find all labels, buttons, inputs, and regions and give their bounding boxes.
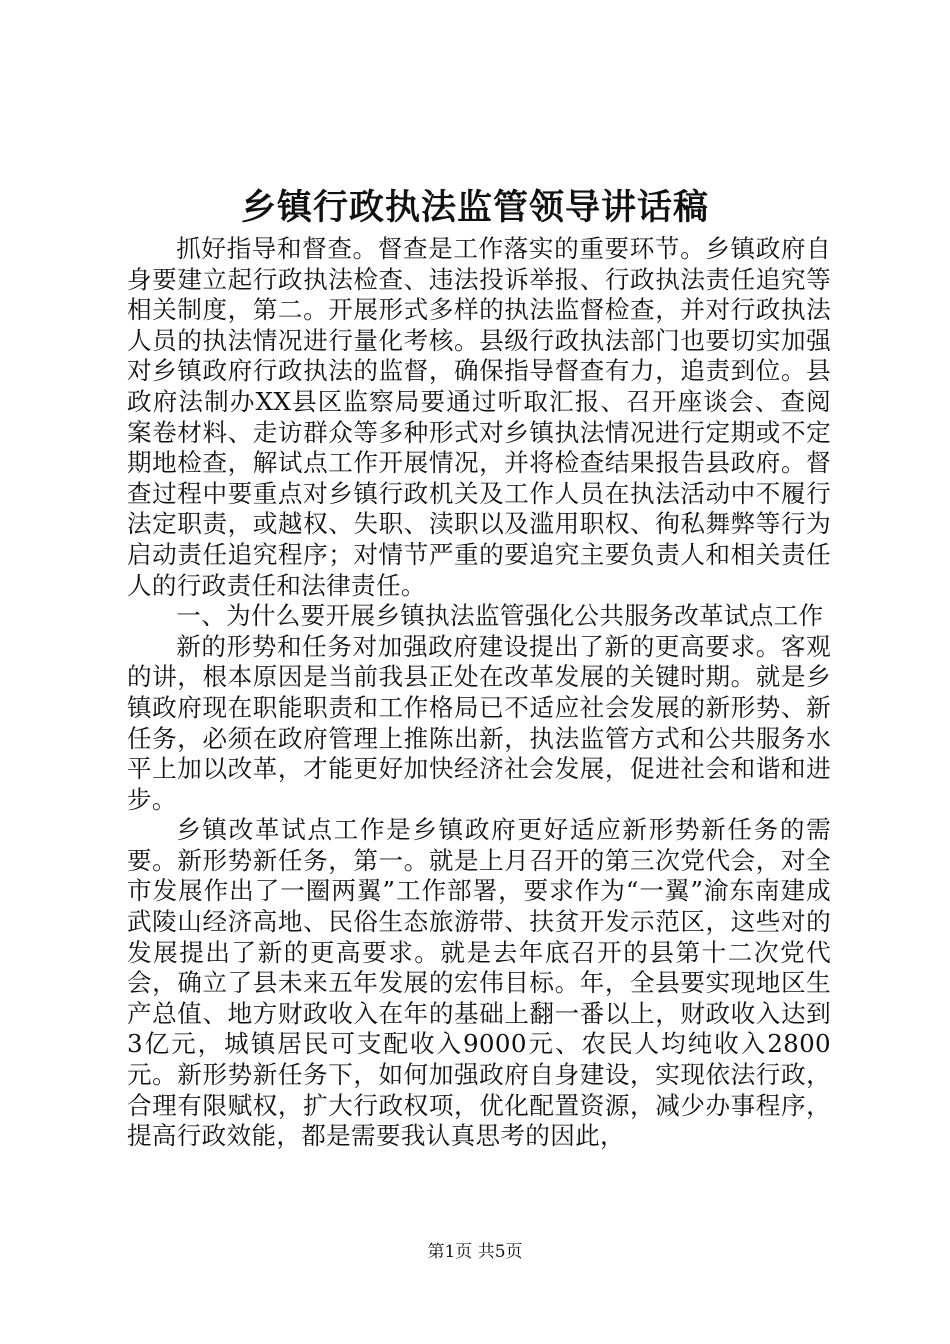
section-heading-1: 一、为什么要开展乡镇执法监管强化公共服务改革试点工作: [176, 601, 824, 631]
paragraph-reform-pilot: 乡镇改革试点工作是乡镇政府更好适应新形势新任务的需要。新形势新任务，第一。就是上月召开的第三次党代会，对全市发展作出了一圈两翼”工作部署，要求作为“一翼”渝东南建成武陵山经济高地、民俗生态旅游带、扶贫开发示范区，这些对的发展提出了新的更高要求。就是去年底召开的县第十二次党代会，确立了县未来五年发展的宏伟目标。年，全县要实现地区生产总值、地方财政收入在年的基础上翻一番以上，财政收入达到3亿元，城镇居民可支配收入9000元、农民人均纯收入2800元。新形势新任务下，如何加强政府自身建设，实现依法行政，合理有限赋权，扩大行政权项，优化配置资源，减少办事程序，提高行政效能，都是需要我认真思考的因此，: [127, 815, 831, 1151]
paragraph-new-situation: 新的形势和任务对加强政府建设提出了新的更高要求。客观的讲，根本原因是当前我县正处在改革发展的关键时期。就是乡镇政府现在职能职责和工作格局已不适应社会发展的新形势、新任务，必须在政府管理上推陈出新，执法监管方式和公共服务水平上加以改革，才能更好加快经济社会发展，促进社会和谐和进步。: [127, 631, 831, 814]
page-footer: 第1页 共5页: [427, 1242, 523, 1262]
paragraph-supervision: 抓好指导和督查。督查是工作落实的重要环节。乡镇政府自身要建立起行政执法检查、违法投诉举报、行政执法责任追究等相关制度，第二。开展形式多样的执法监督检查，并对行政执法人员的执法情况进行量化考核。县级行政执法部门也要切实加强对乡镇政府行政执法的监督，确保指导督查有力，追责到位。县政府法制办XX县区监察局要通过听取汇报、召开座谈会、查阅案卷材料、走访群众等多种形式对乡镇执法情况进行定期或不定期地检查，解试点工作开展情况，并将检查结果报告县政府。督查过程中要重点对乡镇行政机关及工作人员在执法活动中不履行法定职责，或越权、失职、渎职以及滥用职权、徇私舞弊等行为启动责任追究程序；对情节严重的要追究主要负责人和相关责任人的行政责任和法律责任。: [127, 234, 831, 600]
document-title: 乡镇行政执法监管领导讲话稿: [240, 187, 709, 228]
document-body: [127, 234, 831, 1152]
